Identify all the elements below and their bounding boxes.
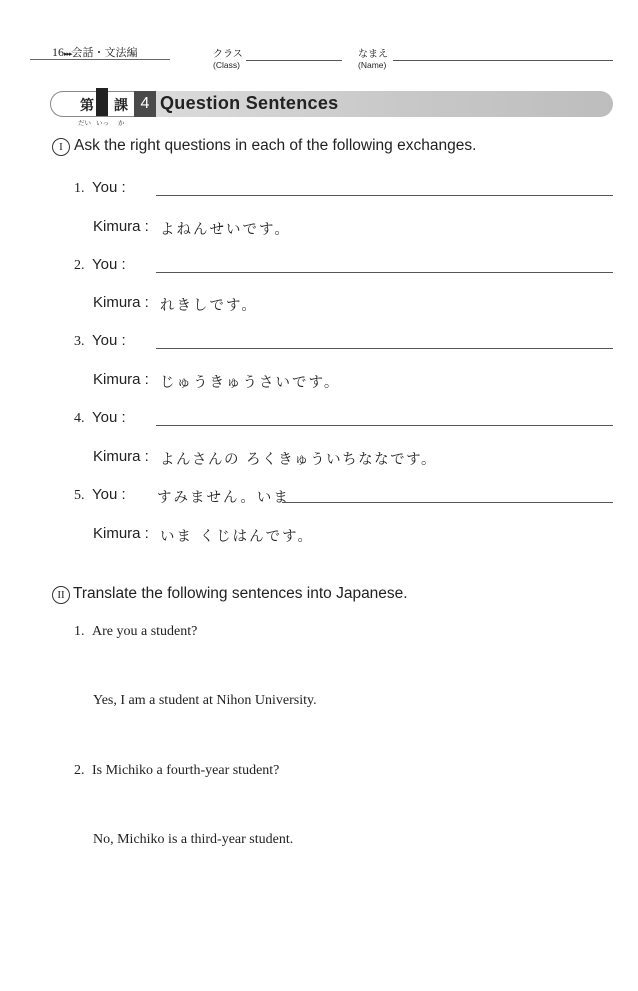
page-number: 16	[52, 45, 64, 59]
item2-speaker-you: You :	[92, 256, 126, 273]
item4-speaker-you: You :	[92, 409, 126, 426]
item1-speaker-kimura: Kimura :	[93, 218, 149, 235]
item3-answer-line[interactable]	[156, 348, 613, 349]
item5-number: 5.	[74, 488, 85, 503]
class-label-text: クラス	[213, 49, 243, 60]
name-label-sub: (Name)	[358, 60, 387, 70]
item3-number: 3.	[74, 334, 85, 349]
section1-instruction: Ask the right questions in each of the following exchanges.	[74, 137, 477, 154]
name-label	[358, 50, 388, 70]
arrow-glyphs: ▸▸▸	[64, 51, 72, 58]
page-header	[52, 44, 138, 60]
item1-speaker-you: You :	[92, 179, 126, 196]
lesson-title: Question Sentences	[160, 93, 339, 113]
item1-number: 1.	[74, 181, 85, 196]
item2-answer-line[interactable]	[156, 272, 613, 273]
item2-speaker-kimura: Kimura :	[93, 294, 149, 311]
section1-numeral: I	[52, 138, 70, 156]
item5-kimura-reply: いま くじはんです。	[160, 529, 314, 545]
class-field[interactable]	[246, 60, 342, 61]
item5-speaker-kimura: Kimura :	[93, 525, 149, 542]
item4-kimura-reply: よんさんの ろくきゅういちななです。	[160, 452, 437, 468]
item5-answer-line[interactable]	[282, 502, 613, 503]
name-field[interactable]	[393, 60, 613, 61]
name-label-text: なまえ	[358, 49, 388, 60]
translate1-answer: Yes, I am a student at Nihon University.	[93, 693, 317, 708]
book-section: 会話・文法編	[71, 47, 138, 59]
translate2-number: 2.	[74, 763, 85, 778]
item5-you-prompt: すみません。いま	[157, 490, 290, 506]
item4-speaker-kimura: Kimura :	[93, 448, 149, 465]
item2-kimura-reply: れきしです。	[160, 298, 258, 314]
furigana-dai: だい	[78, 120, 91, 127]
item2-number: 2.	[74, 258, 85, 273]
class-label	[213, 50, 243, 70]
translate1-question: Are you a student?	[92, 624, 198, 639]
lesson-one-mark	[96, 88, 108, 116]
item3-speaker-you: You :	[92, 332, 126, 349]
item4-answer-line[interactable]	[156, 425, 613, 426]
item5-speaker-you: You :	[92, 486, 126, 503]
item1-answer-line[interactable]	[156, 195, 613, 196]
translate1-number: 1.	[74, 624, 85, 639]
item3-kimura-reply: じゅうきゅうさいです。	[160, 375, 341, 391]
class-label-sub: (Class)	[213, 60, 240, 70]
furigana-ka: か	[118, 120, 125, 127]
item1-kimura-reply: よねんせいです。	[160, 222, 291, 238]
lesson-number: 4	[134, 91, 156, 117]
translate2-answer: No, Michiko is a third-year student.	[93, 832, 294, 847]
translate2-question: Is Michiko a fourth-year student?	[92, 763, 280, 778]
header-rule	[30, 59, 170, 60]
item3-speaker-kimura: Kimura :	[93, 371, 149, 388]
section2-instruction: Translate the following sentences into Japanese.	[73, 585, 408, 602]
item4-number: 4.	[74, 411, 85, 426]
section2-numeral: II	[52, 586, 70, 604]
furigana-ichi: いっ	[96, 120, 109, 127]
lesson-dai: 第	[80, 97, 94, 113]
lesson-ka: 課	[114, 97, 128, 113]
